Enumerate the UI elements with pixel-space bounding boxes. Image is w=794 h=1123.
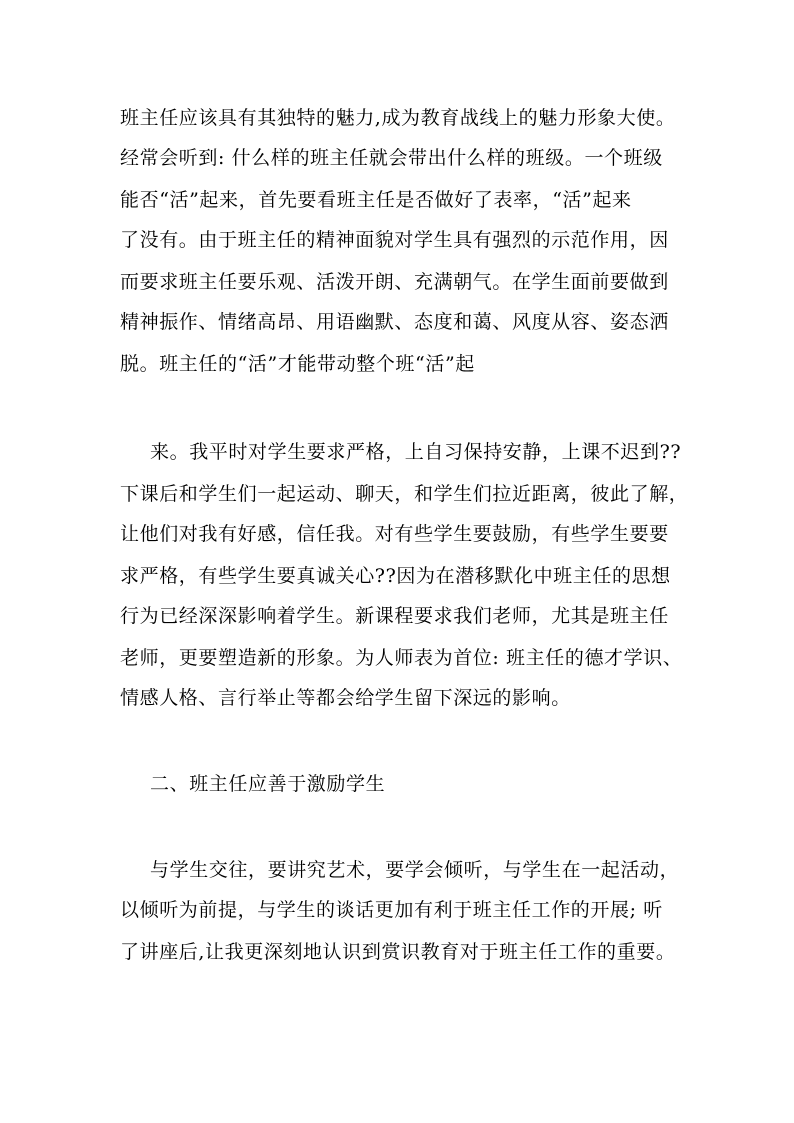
paragraph-line: 与学生交往，要讲究艺术，要学会倾听，与学生在一起活动， [150, 859, 680, 881]
paragraph-line: 老师，更要塑造新的形象。为人师表为首位: 班主任的德才学识、 [120, 647, 683, 669]
paragraph-line: 能否“活”起来，首先要看班主任是否做好了表率，“活”起来 [120, 189, 632, 211]
paragraph-line: 以倾听为前提，与学生的谈话更加有利于班主任工作的开展; 听 [120, 899, 663, 921]
paragraph-line: 脱。班主任的“活”才能带动整个班“活”起 [120, 353, 475, 375]
paragraph-line: 下课后和学生们一起运动、聊天，和学生们拉近距离，彼此了解， [120, 483, 689, 505]
paragraph-line: 班主任应该具有其独特的魅力,成为教育战线上的魅力形象大使。 [120, 107, 676, 129]
paragraph-line: 了讲座后,让我更深刻地认识到赏识教育对于班主任工作的重要。 [120, 941, 676, 963]
paragraph-line: 让他们对我有好感，信任我。对有些学生要鼓励，有些学生要要 [120, 523, 669, 545]
paragraph-line: 了没有。由于班主任的精神面貌对学生具有强烈的示范作用，因 [120, 229, 669, 251]
paragraph-line: 精神振作、情绪高昂、用语幽默、态度和蔼、风度从容、姿态洒 [120, 311, 669, 333]
paragraph-line: 求严格，有些学生要真诚关心??因为在潜移默化中班主任的思想 [120, 565, 671, 587]
paragraph-line: 而要求班主任要乐观、活泼开朗、充满朝气。在学生面前要做到 [120, 271, 669, 293]
section-heading: 二、班主任应善于激励学生 [150, 773, 386, 795]
paragraph-line: 行为已经深深影响着学生。新课程要求我们老师，尤其是班主任 [120, 605, 669, 627]
paragraph-line: 来。我平时对学生要求严格，上自习保持安静，上课不迟到?? [150, 441, 682, 463]
paragraph-line: 情感人格、言行举止等都会给学生留下深远的影响。 [120, 687, 571, 709]
paragraph-line: 经常会听到: 什么样的班主任就会带出什么样的班级。一个班级 [120, 147, 663, 169]
